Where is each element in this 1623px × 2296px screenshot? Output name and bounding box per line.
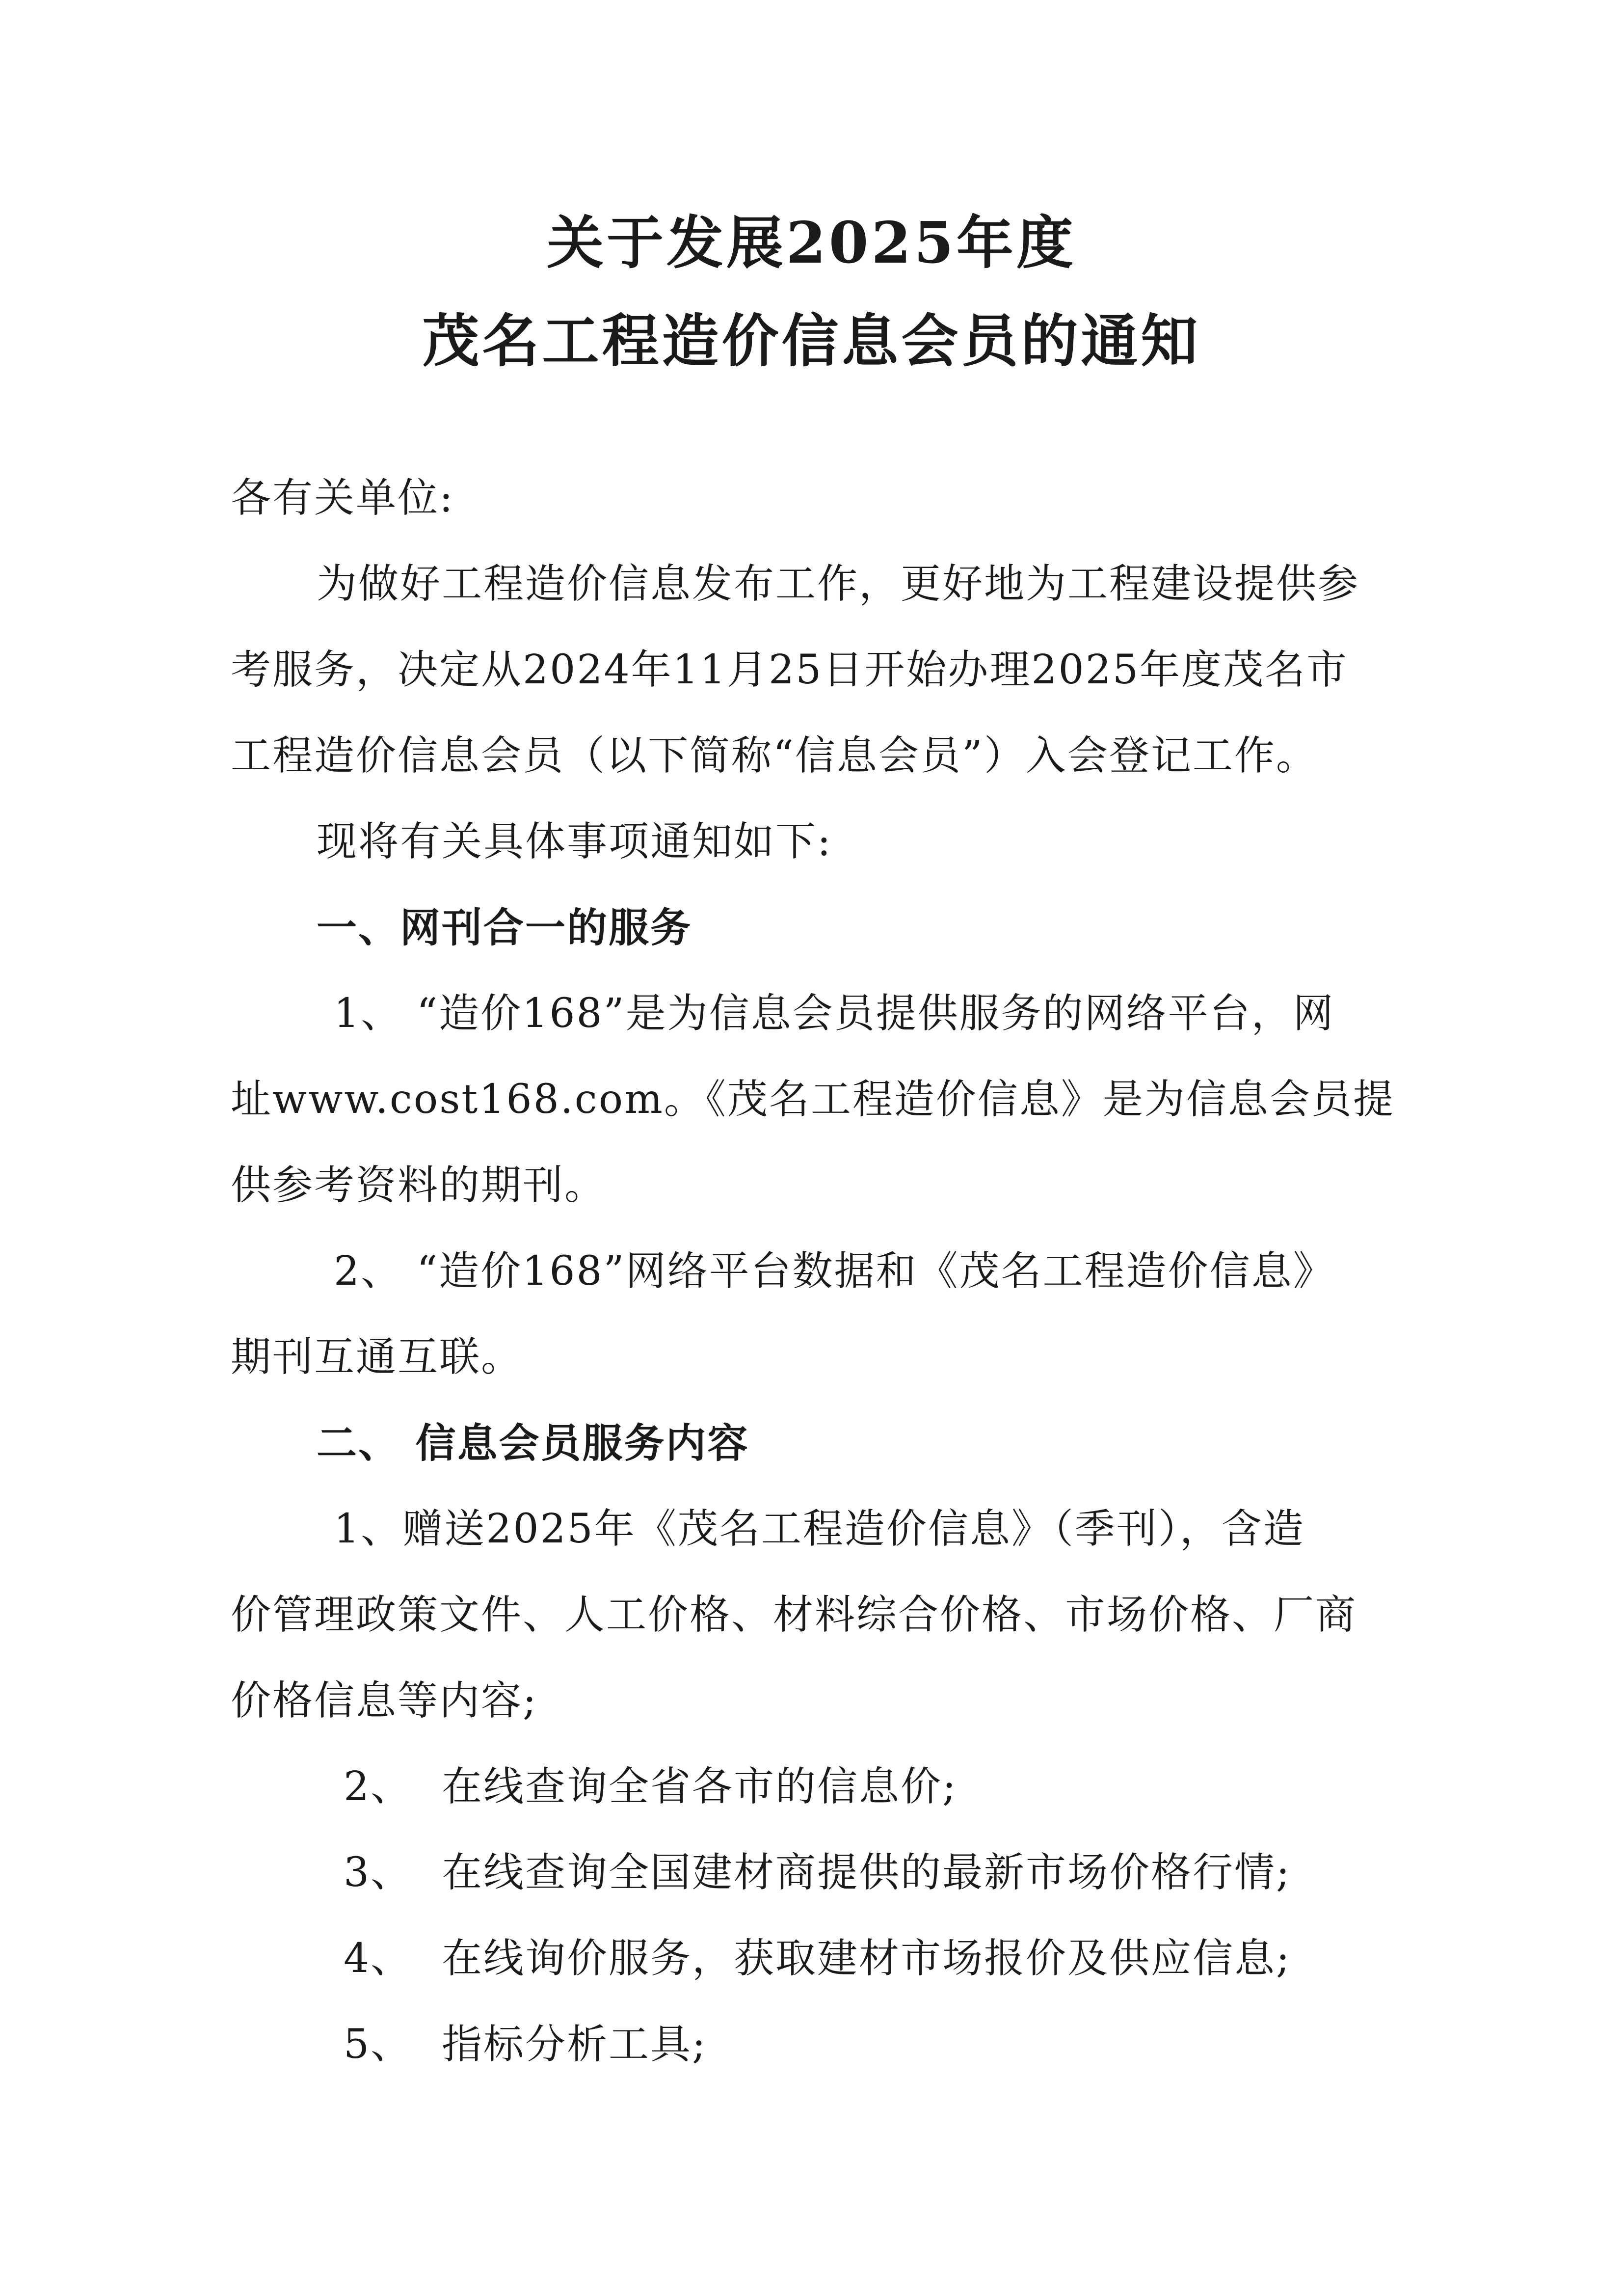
list-item (344, 1846, 1291, 1900)
salutation: 各有关单位: (231, 475, 454, 521)
section-1-heading: 一、网刊合一的服务 (317, 904, 692, 951)
list-item-number: 5、 (344, 2021, 413, 2068)
list-item-text: 指标分析工具; (442, 2021, 707, 2068)
list-item (344, 1932, 1291, 1986)
list-item-number: 3、 (344, 1849, 413, 1896)
section-2-item-1-line-3: 价格信息等内容; (231, 1677, 538, 1724)
list-item-text: 在线查询全省各市的信息价; (442, 1763, 958, 1810)
document-title (0, 194, 1623, 390)
section-1-item-1-line-2: 址www.cost168.com。《茂名工程造价信息》是为信息会员提 (231, 1076, 1395, 1123)
list-item-number: 2、 (344, 1763, 413, 1810)
list-item (344, 2018, 707, 2072)
list-item-text: 在线查询全国建材商提供的最新市场价格行情; (442, 1849, 1291, 1896)
section-1-item-2-line-1: 2、 “造价168”网络平台数据和《茂名工程造价信息》 (334, 1248, 1335, 1295)
intro-line-4: 现将有关具体事项通知如下: (317, 818, 832, 865)
section-1-item-2-line-2: 期刊互通互联。 (231, 1334, 523, 1380)
section-2-item-1-line-2: 价管理政策文件、人工价格、材料综合价格、市场价格、厂商 (231, 1592, 1357, 1638)
list-item-number: 4、 (344, 1935, 413, 1982)
intro-line-2: 考服务，决定从2024年11月25日开始办理2025年度茂名市 (231, 647, 1349, 693)
title-line-2: 茂名工程造价信息会员的通知 (422, 308, 1201, 375)
section-2-heading: 二、 信息会员服务内容 (317, 1420, 749, 1467)
intro-line-1: 为做好工程造价信息发布工作，更好地为工程建设提供参 (317, 561, 1360, 607)
section-1-item-1-line-1: 1、 “造价168”是为信息会员提供服务的网络平台，网 (334, 990, 1335, 1037)
section-1-item-1-line-3: 供参考资料的期刊。 (231, 1162, 607, 1209)
list-item (344, 1760, 958, 1814)
title-line-1: 关于发展2025年度 (547, 210, 1076, 276)
section-2-item-1-line-1: 1、赠送2025年《茂名工程造价信息》（季刊），含造 (334, 1506, 1305, 1552)
list-item-text: 在线询价服务，获取建材市场报价及供应信息; (442, 1935, 1291, 1982)
intro-line-3: 工程造价信息会员（以下简称“信息会员”）入会登记工作。 (231, 732, 1318, 779)
